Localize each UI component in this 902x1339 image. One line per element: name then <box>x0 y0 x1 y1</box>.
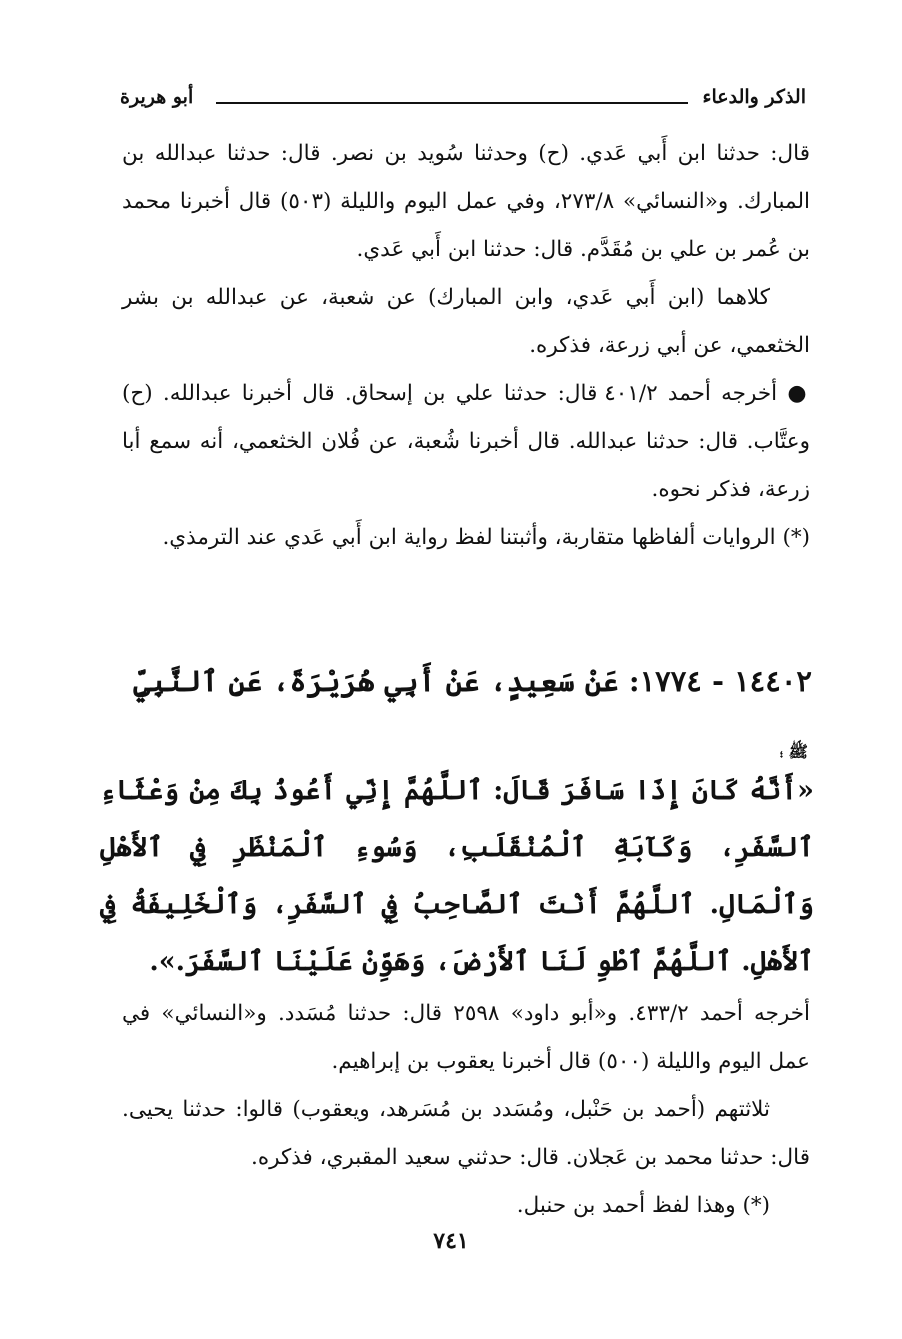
hadith-matn: «أَنَّهُ كَانَ إِذَا سَافَرَ قَالَ: ٱللَّهُمَّ إِنِّي أَعُوذُ بِكَ مِنْ وَعْثَاءِ ٱلسَّفَرِ، وَكَآبَةِ ٱلْمُنْقَلَبِ، وَسُوءِ ٱلْمَنْظَرِ فِي ٱلأَهْلِ وَٱلْمَالِ. ٱللَّهُمَّ أَنْتَ ٱلصَّاحِبُ فِي ٱلسَّفَرِ، وَٱلْخَلِيفَةُ فِي ٱلأَهْلِ. ٱللَّهُمَّ ٱطْوِ لَنَا ٱلأَرْضَ، وَهَوِّنْ عَلَيْنَا ٱلسَّفَرَ.». <box>100 775 814 977</box>
header-rule <box>216 102 688 104</box>
paragraph: أخرجه أحمد ٤٣٣/٢. و«أبو داود» ٢٥٩٨ قال: حدثنا مُسَدد. و«النسائي» في عمل اليوم والليلة (٥٠٠) قال أخبرنا يعقوب بن إبراهيم. <box>122 1001 811 1074</box>
page-number: ٧٤١ <box>433 1228 469 1254</box>
takhrij-block-3 <box>122 990 810 1230</box>
section-title: أبو هريرة <box>120 86 194 108</box>
running-header <box>120 86 806 112</box>
hadith-number-and-chain: ١٤٤٠٢ - ١٧٧٤: عَنْ سَعِيدٍ، عَنْ أَبِي هُرَيْرَةَ، عَنِ ٱلنَّبِيِّ <box>133 664 812 698</box>
paragraph: كلاهما (ابن أَبي عَدي، وابن المبارك) عن شعبة، عن عبدالله بن بشر الخثعمي، عن أبي زرعة، فذكره. <box>122 285 810 358</box>
note-paragraph: (*) وهذا لفظ أحمد بن حنبل. <box>516 1193 770 1218</box>
chapter-title: الذكر والدعاء <box>702 86 806 108</box>
paragraph: قال: حدثنا ابن أَبي عَدي. (ح) وحدثنا سُويد بن نصر. قال: حدثنا عبدالله بن المبارك. و«النسائي» ٢٧٣/٨، وفي عمل اليوم والليلة (٥٠٣) قال أخبرنا محمد بن عُمر بن علي بن مُقَدَّم. قال: حدثنا ابن أَبي عَدي. <box>122 141 810 262</box>
note-paragraph: (*) الروايات ألفاظها متقاربة، وأثبتنا لفظ رواية ابن أَبي عَدي عند الترمذي. <box>162 525 810 550</box>
paragraph: ثلاثتهم (أحمد بن حَنْبل، ومُسَدد بن مُسَرهد، ويعقوب) قالوا: حدثنا يحيى. قال: حدثنا محمد بن عَجلان. قال: حدثني سعيد المقبري، فذكره. <box>122 1097 810 1170</box>
takhrij-block-2 <box>122 370 810 562</box>
takhrij-block-1 <box>122 130 810 370</box>
paragraph <box>122 370 810 514</box>
bullet-icon: ● <box>787 381 810 406</box>
salutation-icon: ﷺ ؛ <box>779 742 808 761</box>
paragraph-text: أخرجه أحمد ٤٠١/٢ قال: حدثنا علي بن إسحاق. قال أخبرنا عبدالله. (ح) وعتَّاب. قال: حدثنا عبدالله. قال أخبرنا شُعبة، عن فُلان الخثعمي، أنه سمع أبا زرعة، فذكر نحوه. <box>122 381 810 502</box>
